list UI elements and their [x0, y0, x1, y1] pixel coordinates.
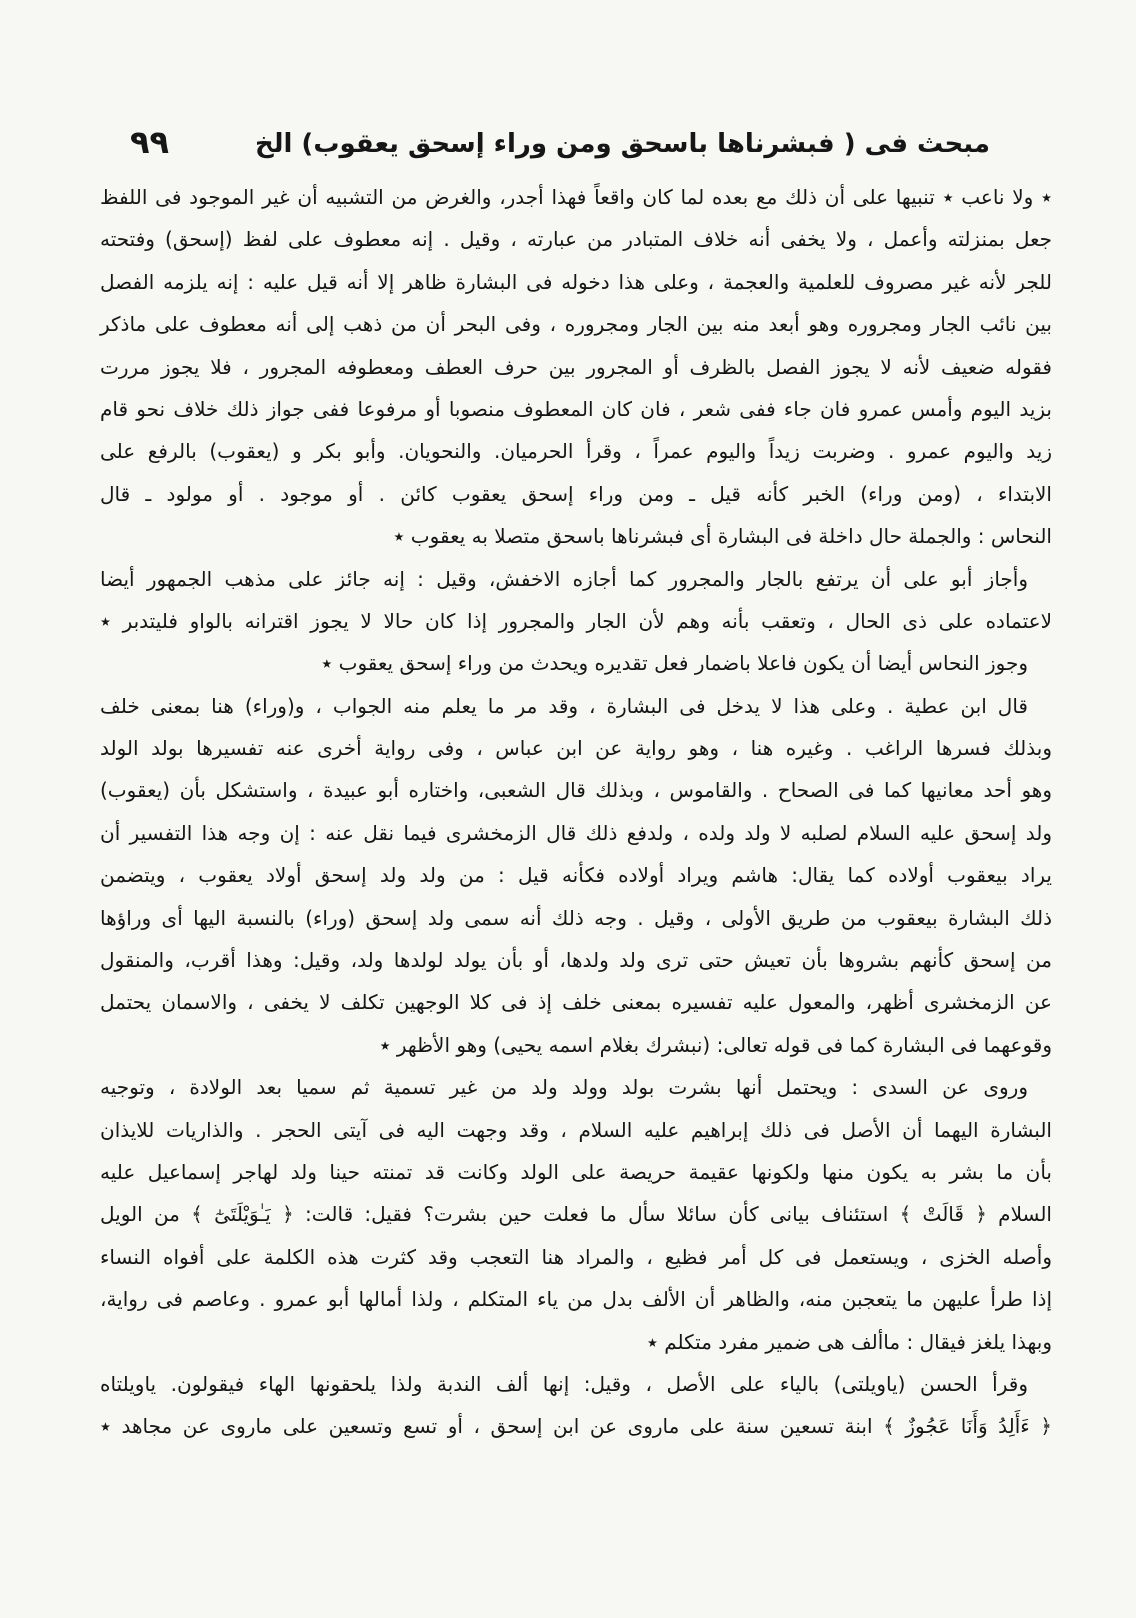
text-line: وهو أحد معانيها كما فى الصحاح . والقاموس ، وبذلك قال الشعبى، واختاره أبو عبيدة ، واستشكل بأن (يعقوب) — [100, 778, 1052, 803]
text-line: ولد إسحق عليه السلام لصلبه لا ولد ولده ، ولدفع ذلك قال الزمخشرى فيما نقل عنه : إن وجه هذا التفسير أن — [100, 820, 1052, 845]
text-line: ذلك البشارة بيعقوب من طريق الأولى ، وقيل . وجه ذلك أنه سمى ولد إسحق (وراء) بالنسبة اليها أى وراؤها — [100, 905, 1052, 930]
text-line: وأصله الخزى ، ويستعمل فى كل أمر فظيع ، والمراد هنا التعجب وقد كثرت هذه الكلمة على أفواه النساء — [100, 1244, 1052, 1269]
text-line: وقوعهما فى البشارة كما فى قوله تعالى: (نبشرك بغلام اسمه يحيى) وهو الأظهر ٭ — [379, 1032, 1052, 1057]
text-line: جعل بمنزلته وأعمل ، ولا يخفى أنه خلاف المتبادر من عبارته ، وقيل . إنه معطوف على لفظ (إسحق) وفتحته — [100, 227, 1052, 252]
text-line: ﴿ ءَأَلِدُ وَأَنَا عَجُوزٌ ﴾ ابنة تسعين سنة على ماروى عن ابن إسحق ، أو تسع وتسعين على ماروى عن مجاهد ٭ — [100, 1414, 1052, 1439]
text-line: لاعتماده على ذى الحال ، وتعقب بأنه وهم لأن الجار والمجرور إذا كان حالا لا يجوز اقترانه بالواو فليتدبر ٭ — [100, 608, 1052, 633]
text-line: بزيد اليوم وأمس عمرو فان جاء ففى شعر ، فان كان المعطوف منصوبا أو مرفوعا ففى جواز ذلك خلاف نحو قام — [100, 396, 1052, 421]
text-line: وبهذا يلغز فيقال : ماألف هى ضمير مفرد متكلم ٭ — [646, 1329, 1052, 1354]
text-line: زيد واليوم عمرو . وضربت زيداً واليوم عمراً ، وقرأ الحرميان. والنحويان. وأبو بكر و (يعقوب) بالرفع على — [100, 439, 1052, 464]
text-line: وروى عن السدى : ويحتمل أنها بشرت بولد وولد ولد من غير تسمية ثم سميا بعد الولادة ، وتوجيه — [100, 1075, 1028, 1100]
text-line: عن الزمخشرى أظهر، والمعول عليه تفسيره بمعنى خلف إذ فى كلا الوجهين تكلف لا يخفى ، والاسمان يحتمل — [100, 990, 1052, 1015]
paragraph — [100, 558, 1052, 643]
text-line: وبذلك فسرها الراغب . وغيره هنا ، وهو رواية عن ابن عباس ، وفى رواية أخرى عنه تفسيرها بولد الولد — [100, 736, 1052, 761]
text-block — [100, 176, 1052, 1448]
text-line: من إسحق كأنهم بشروها بأن تعيش حتى ترى ولد ولدها، أو بأن يولد لولدها ولد، وقيل: وهذا أقرب، والمنقول — [100, 948, 1052, 973]
header-title: مبحث فى ( فبشرناها باسحق ومن وراء إسحق يعقوب) الخ — [254, 129, 990, 159]
paragraph — [100, 642, 1052, 684]
text-line: ٭ ولا ناعب ٭ تنبيها على أن ذلك مع بعده لما كان واقعاً فهذا أجدر، والغرض من التشبيه أن غير الموجود فى اللفظ — [100, 185, 1052, 209]
paragraph — [100, 176, 1052, 558]
text-line: وجوز النحاس أيضا أن يكون فاعلا باضمار فعل تقديره ويحدث من وراء إسحق يعقوب ٭ — [321, 651, 1028, 676]
text-line: وقرأ الحسن (ياويلتى) بالياء على الأصل ، وقيل: إنها ألف الندبة ولذا يلحقونها الهاء فيقولون. ياويلتاه — [100, 1371, 1028, 1396]
text-line: يراد بيعقوب أولاده كما يقال: هاشم ويراد أولاده فكأنه قيل : من ولد ولد إسحق أولاد يعقوب ، ويتضمن — [100, 863, 1052, 888]
text-line: النحاس : والجملة حال داخلة فى البشارة أى فبشرناها باسحق متصلا به يعقوب ٭ — [393, 524, 1052, 549]
text-line: بأن ما بشر به يكون منها ولكونها عقيمة حريصة على الولد وكانت قد تمنته حينا ولد لهاجر إسماعيل عليه — [100, 1159, 1052, 1184]
text-line: للجر لأنه غير مصروف للعلمية والعجمة ، وعلى هذا دخوله فى البشارة ظاهر إلا أنه قيل عليه : إنه يلزمه الفصل — [100, 269, 1052, 294]
text-line: إذا طرأ عليهن ما يتعجبن منه، والظاهر أن الألف بدل من ياء المتكلم ، ولذا أمالها أبو عمرو . وعاصم فى رواية، — [100, 1287, 1052, 1312]
paragraph — [100, 1066, 1052, 1363]
paragraph — [100, 685, 1052, 1067]
text-line: البشارة اليهما أن الأصل فى ذلك إبراهيم عليه السلام ، وقد وجهت اليه فى آيتى الحجر . والذاريات للايذان — [100, 1117, 1052, 1142]
paragraph — [100, 1363, 1052, 1448]
page-number: ٩٩ — [130, 123, 170, 161]
text-line: بين نائب الجار ومجروره وهو أبعد منه بين الجار ومجروره ، وفى البحر أن من ذهب إلى أنه معطوف على ماذكر — [100, 312, 1052, 337]
running-header — [100, 122, 1052, 166]
text-line: قال ابن عطية . وعلى هذا لا يدخل فى البشارة ، وقد مر ما يعلم منه الجواب ، و(وراء) هنا بمعنى خلف — [100, 693, 1028, 718]
text-line: الابتداء ، (ومن وراء) الخبر كأنه قيل ـ ومن وراء إسحق يعقوب كائن . أو موجود . أو مولود ـ قال — [100, 481, 1052, 506]
text-line: فقوله ضعيف لأنه لا يجوز الفصل بالظرف أو المجرور بين حرف العطف ومعطوفه المجرور ، فلا يجوز مررت — [100, 354, 1052, 379]
text-line: وأجاز أبو على أن يرتفع بالجار والمجرور كما أجازه الاخفش، وقيل : إنه جائز على مذهب الجمهور أيضا — [100, 566, 1028, 591]
text-line: السلام ﴿ قَالَتْ ﴾ استئناف بيانى كأن سائلا سأل ما فعلت حين بشرت؟ فقيل: قالت: ﴿ يَـٰوَيْلَتَىٰٓ ﴾ من الويل — [100, 1202, 1052, 1227]
